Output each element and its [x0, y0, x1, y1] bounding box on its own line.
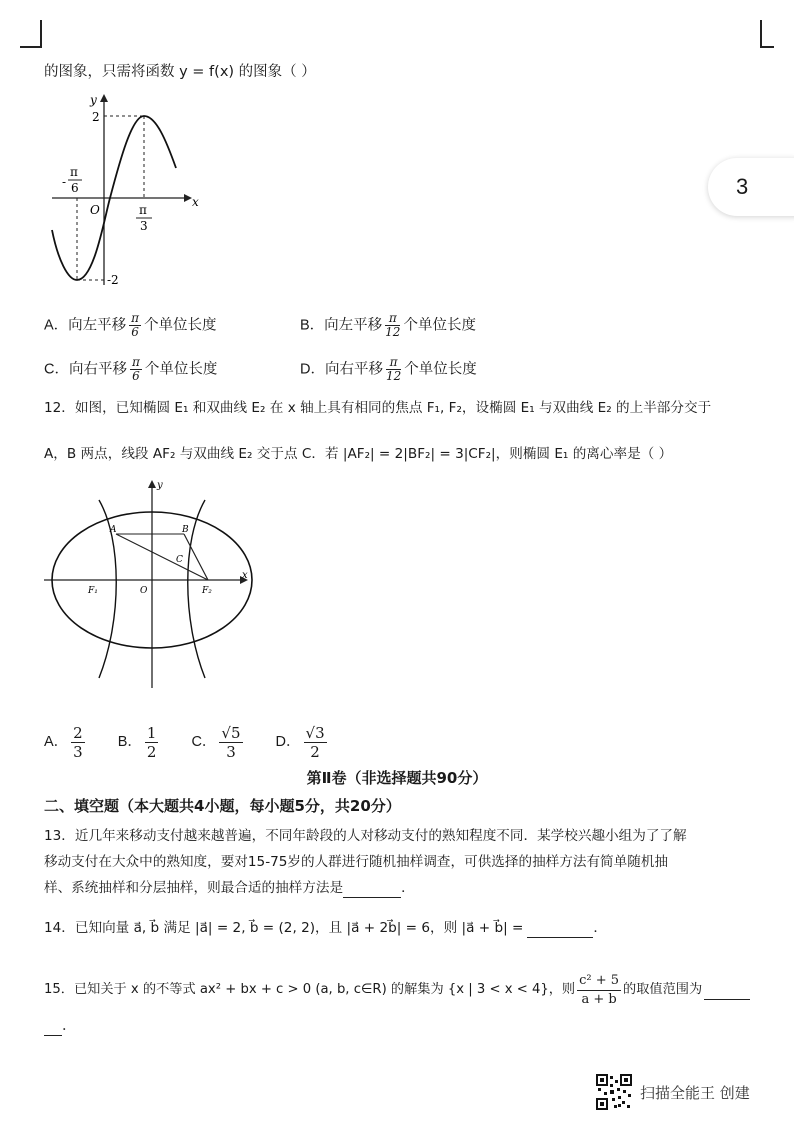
- section2-title: 二、填空题（本大题共4小题，每小题5分，共20分）: [44, 797, 401, 815]
- page-number-badge: [708, 158, 794, 216]
- q11-option-d: D．向右平移 $\frac{\pi}{12}$ 个单位长度: [300, 355, 477, 383]
- y-min-label: -2: [107, 273, 119, 287]
- q15-line: 15．已知关于 x 的不等式 ax² + bx + c > 0 (a, b, c∈R) 的解集为 {x | 3 < x < 4}，则 $\frac{\text{c² + 5}}{a + b}$ 的取值范围为: [44, 968, 750, 1012]
- y-axis-label: y: [157, 480, 163, 491]
- x-left-sign: -: [62, 175, 67, 189]
- q12-line1: 12．如图，已知椭圆 E₁ 和双曲线 E₂ 在 x 轴上具有相同的焦点 F₁, F₂，设椭圆 E₁ 与双曲线 E₂ 的上半部分交于: [44, 400, 712, 416]
- x-left-den: 6: [71, 181, 79, 195]
- q13-line2: 移动支付在大众中的熟知度，要对15-75岁的人群进行随机抽样调查，可供选择的抽样方法有简单随机抽: [44, 854, 669, 870]
- part2-title: 第Ⅱ卷（非选择题共90分）: [306, 769, 488, 787]
- q13-answer-blank[interactable]: [343, 879, 401, 898]
- origin-label: O: [90, 203, 100, 217]
- q12-option-b-frac: $\frac{1}{2}$: [146, 723, 157, 761]
- point-c-label: C: [176, 555, 183, 565]
- q15-fraction: $\frac{\text{c² + 5}}{a + b}$: [579, 972, 620, 1007]
- q13-line1: 13．近几年来移动支付越来越普遍，不同年龄段的人对移动支付的熟知程度不同．某学校兴趣小组为了了解: [44, 828, 687, 844]
- x-axis-label: x: [192, 195, 199, 209]
- q15-answer-blank-cont[interactable]: [44, 1019, 62, 1036]
- q11-option-c: C．向右平移 $\frac{\pi}{6}$ 个单位长度: [44, 355, 218, 383]
- y-axis-label: y: [90, 93, 97, 107]
- x-right-num: π: [139, 203, 147, 217]
- q14-answer-blank[interactable]: [527, 919, 593, 938]
- q11-option-b: B．向左平移 $\frac{\pi}{12}$ 个单位长度: [300, 311, 476, 339]
- x-axis-arrow: [184, 194, 192, 202]
- y-axis-arrow: [100, 94, 108, 102]
- crop-mark-left: [40, 20, 42, 48]
- q12-option-c-frac: $\frac{√5}{3}$: [221, 723, 241, 761]
- crop-mark-left-base: [20, 46, 42, 48]
- q12-options-row: A． $\frac{2}{3}$ B． $\frac{1}{2}$ C． $\frac{√5}{3}$ D． $\frac{√3}{2}$: [44, 723, 325, 761]
- qr-code-icon: [596, 1074, 632, 1110]
- focus-f1-label: F₁: [88, 586, 98, 596]
- point-a-label: A: [110, 525, 117, 535]
- q11-option-a: A．向左平移 $\frac{\pi}{6}$ 个单位长度: [44, 311, 217, 339]
- point-b-label: B: [182, 525, 189, 535]
- segment-af2: [116, 534, 208, 580]
- q12-option-a-frac: $\frac{2}{3}$: [73, 723, 83, 761]
- q15-line2: ．: [44, 1016, 77, 1036]
- x-right-den: 3: [140, 219, 148, 233]
- crop-mark-right: [760, 20, 762, 48]
- origin-label: O: [140, 586, 148, 596]
- q11-sine-graph: [44, 90, 204, 290]
- page-number: 3: [736, 174, 749, 199]
- crop-mark-right-base: [760, 46, 774, 48]
- y-axis-arrow: [148, 480, 156, 488]
- q12-line2: A，B 两点，线段 AF₂ 与双曲线 E₂ 交于点 C．若 |AF₂| = 2|BF₂| = 3|CF₂|，则椭圆 E₁ 的离心率是（ ）: [44, 446, 673, 462]
- x-left-num: π: [70, 165, 78, 179]
- scanner-footer-text: 扫描全能王 创建: [640, 1084, 750, 1102]
- q13-line3: 样、系统抽样和分层抽样，则最合适的抽样方法是 ．: [44, 880, 415, 896]
- q11-lead: 的图象，只需将函数 y = f(x) 的图象（ ）: [44, 64, 316, 80]
- q12-ellipse-hyperbola-diagram: [44, 478, 264, 698]
- q14-line: 14．已知向量 a⃗, b⃗ 满足 |a⃗| = 2, b⃗ = (2, 2)，且 |a⃗ + 2b⃗| = 6，则 |a⃗ + b⃗| = ．: [44, 920, 607, 936]
- y-max-label: 2: [92, 110, 100, 124]
- q12-option-d-frac: $\frac{√3}{2}$: [305, 723, 325, 761]
- focus-f2-label: F₂: [202, 586, 212, 596]
- x-axis-label: x: [242, 570, 248, 581]
- q15-answer-blank[interactable]: [704, 981, 750, 1000]
